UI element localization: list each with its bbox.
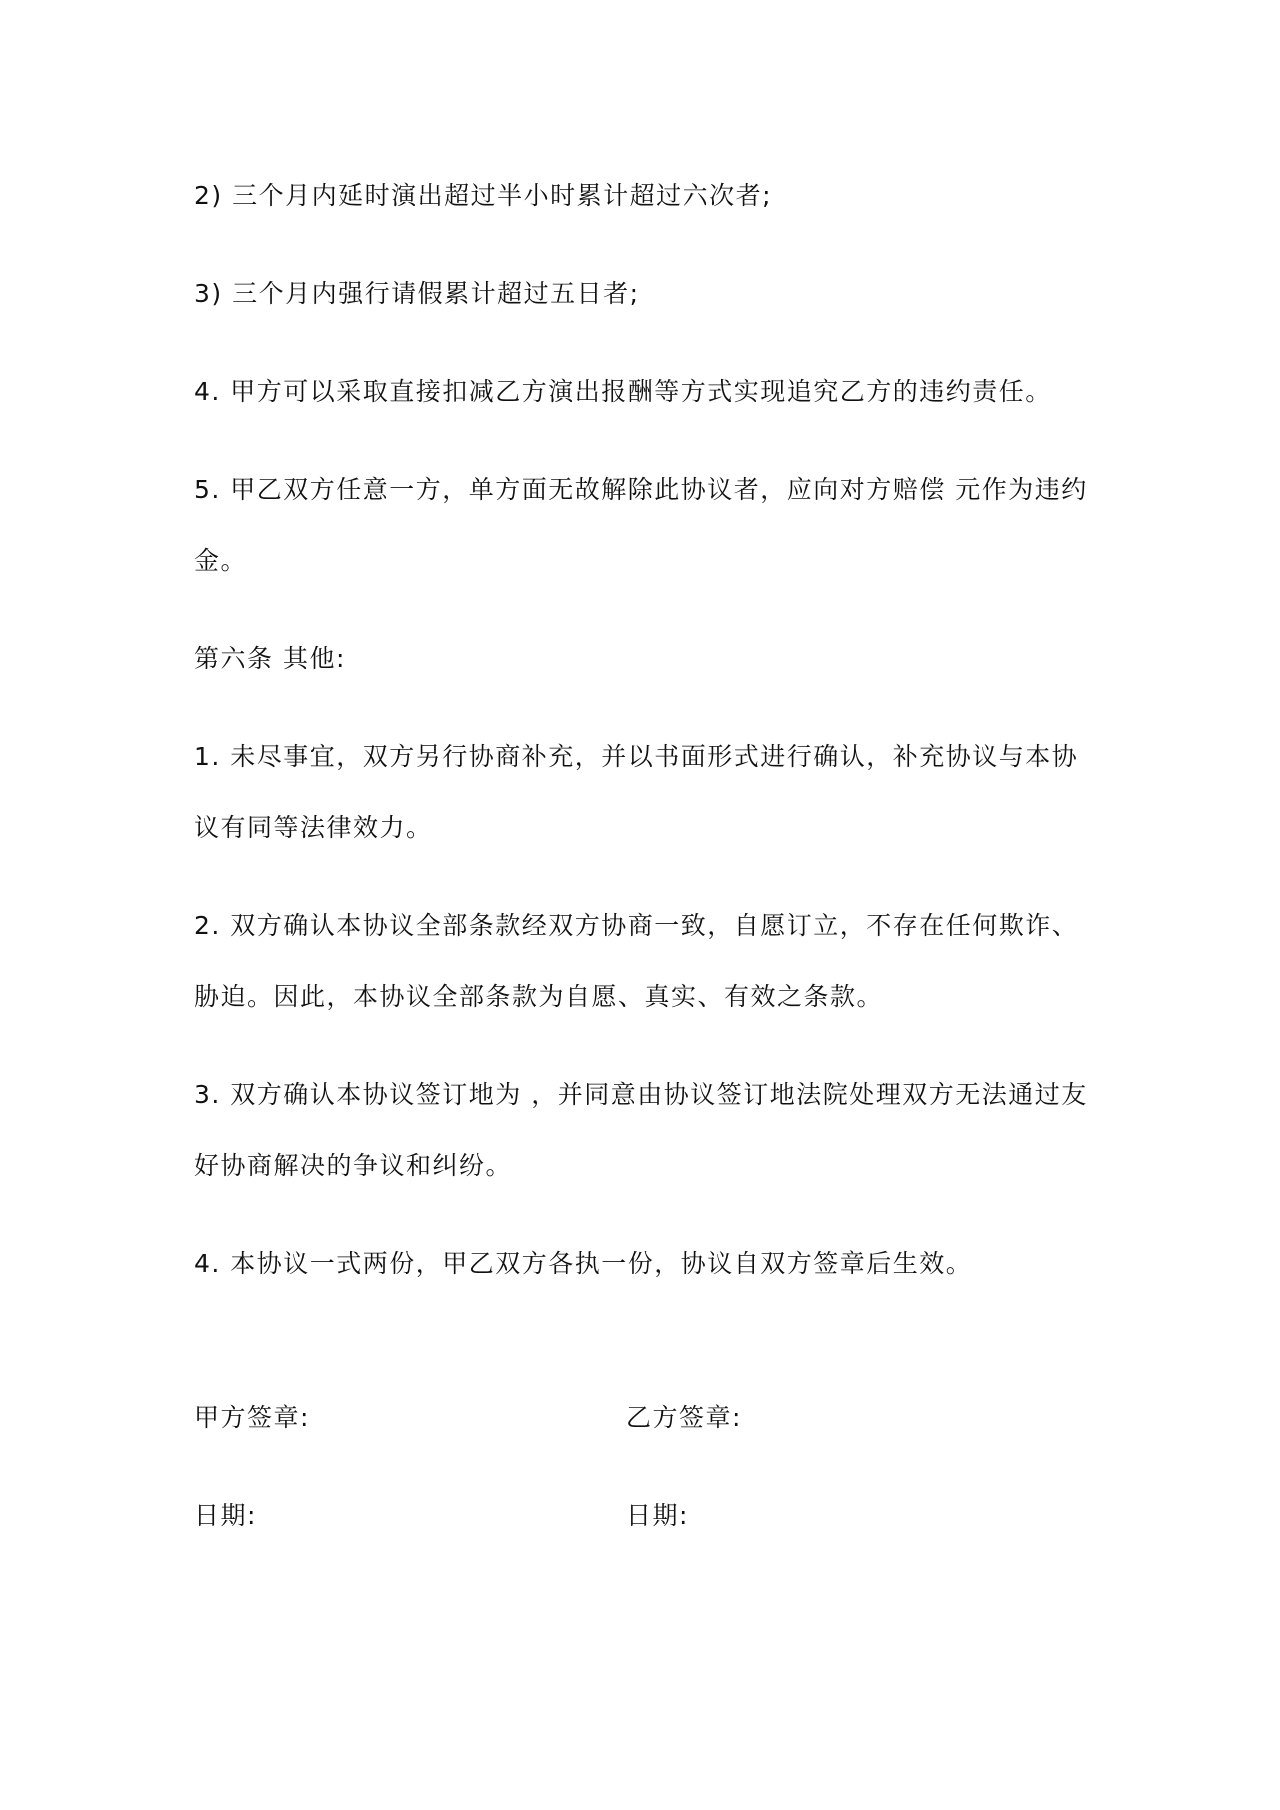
article-6-heading: 第六条 其他: xyxy=(194,644,346,673)
party-b-seal-label: 乙方签章: xyxy=(626,1403,742,1432)
seal-row xyxy=(194,1398,1094,1496)
article-6-clause-3: 3. 双方确认本协议签订地为 ，并同意由协议签订地法院处理双方无法通过友好协商解决的争议和纠纷。 xyxy=(194,1080,1088,1180)
signature-block xyxy=(194,1398,1094,1594)
article-6-clause-2: 2. 双方确认本协议全部条款经双方协商一致，自愿订立，不存在任何欺诈、胁迫。因此，本协议全部条款为自愿、真实、有效之条款。 xyxy=(194,911,1079,1011)
party-b-date-label: 日期: xyxy=(626,1501,689,1530)
article-6-clause-4: 4. 本协议一式两份，甲乙双方各执一份，协议自双方签章后生效。 xyxy=(194,1249,973,1278)
article-6-clause-1: 1. 未尽事宜，双方另行协商补充，并以书面形式进行确认，补充协议与本协议有同等法律效力。 xyxy=(194,742,1079,842)
party-a-seal-label: 甲方签章: xyxy=(194,1403,310,1432)
document-body xyxy=(194,160,1094,1326)
clause-5-termination-penalty: 5. 甲乙双方任意一方，单方面无故解除此协议者，应向对方赔偿 元作为违约金。 xyxy=(194,475,1088,575)
clause-4-breach-liability: 4. 甲方可以采取直接扣减乙方演出报酬等方式实现追究乙方的违约责任。 xyxy=(194,377,1052,406)
party-a-date-label: 日期: xyxy=(194,1501,257,1530)
date-row xyxy=(194,1496,1094,1594)
clause-item-2: 2) 三个月内延时演出超过半小时累计超过六次者; xyxy=(194,181,773,210)
clause-item-3: 3) 三个月内强行请假累计超过五日者; xyxy=(194,279,640,308)
